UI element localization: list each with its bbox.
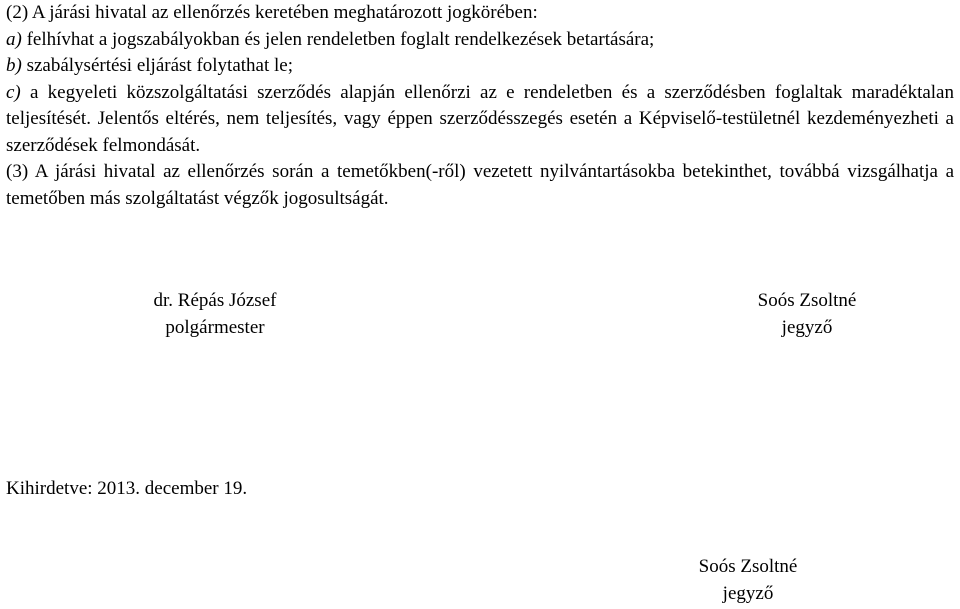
signature-notary	[687, 288, 927, 341]
published-date: Kihirdetve: 2013. december 19.	[6, 478, 248, 499]
signature-mayor	[95, 288, 335, 341]
item-a-letter: a)	[6, 28, 22, 50]
signature-mayor-name: dr. Répás József	[153, 290, 277, 311]
signature-notary-title: jegyző	[781, 316, 833, 338]
signature-notary-bottom-title: jegyző	[722, 582, 774, 604]
item-c-text: a kegyeleti közszolgáltatási szerződés alapján ellenőrzi az e rendeletben és a szerződésben foglaltak maradéktalan teljesítését. Jelentős eltérés, nem teljesítés, vagy éppen szerződésszegés esetén a Képviselő-testületnél kezdeményezheti a szerződések felmondását.	[6, 81, 954, 156]
section-2-item-a	[6, 27, 954, 54]
section-3: (3) A járási hivatal az ellenőrzés során a temetőkben(-ről) vezetett nyilvántartásokba betekinthet, továbbá vizsgálhatja a temetőben más szolgáltatást végzők jogosultságát.	[6, 161, 954, 209]
section-2-intro: (2) A járási hivatal az ellenőrzés keretében meghatározott jogkörében:	[6, 2, 538, 23]
regulation-body	[6, 0, 954, 212]
item-c-letter: c)	[6, 81, 21, 103]
signature-notary-bottom	[598, 554, 898, 607]
item-b-letter: b)	[6, 55, 22, 76]
signature-notary-name: Soós Zsoltné	[757, 290, 857, 311]
section-2-item-b	[6, 53, 954, 80]
signature-notary-bottom-name: Soós Zsoltné	[698, 556, 798, 577]
signature-mayor-title: polgármester	[165, 316, 265, 338]
section-2-item-c	[6, 80, 954, 160]
item-a-text: felhívhat a jogszabályokban és jelen rendeletben foglalt rendelkezések betartására;	[21, 28, 655, 50]
item-b-text: szabálysértési eljárást folytathat le;	[21, 55, 293, 76]
